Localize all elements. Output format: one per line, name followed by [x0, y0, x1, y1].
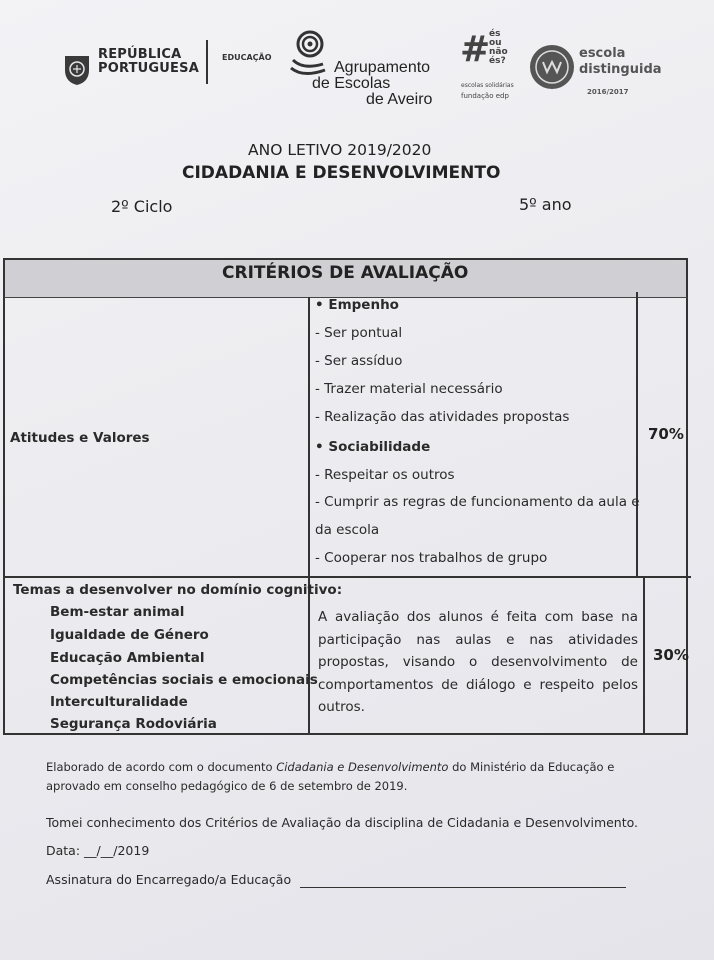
row-divider — [3, 576, 691, 578]
signature-line — [300, 887, 626, 888]
educacao-label: EDUCAÇÃO — [222, 53, 272, 62]
row2-description: A avaliação dos alunos é feita com base na participação nas aulas e nas atividades propostas, visando o desenvolvimento de comportamentos de diálogo e respeito pelos outros. — [318, 609, 638, 715]
list-item: - Realização das atividades propostas — [315, 409, 570, 425]
list-item: - Ser pontual — [315, 325, 403, 341]
republica-portuguesa-logo-text: REPÚBLICA PORTUGUESA — [98, 47, 199, 76]
bullet-icon: • — [315, 297, 329, 313]
row2-label: Temas a desenvolver no domínio cognitivo: — [13, 582, 343, 598]
ciclo-label: 2º Ciclo — [111, 197, 173, 216]
header-divider — [206, 40, 208, 84]
date-field: Data: __/__/2019 — [46, 843, 150, 858]
row1-heading-empenho: • Empenho — [315, 297, 399, 313]
theme-item: Competências sociais e emocionais — [50, 672, 318, 688]
column-divider-2-row2 — [643, 577, 645, 735]
list-item: - Respeitar os outros — [315, 467, 455, 483]
theme-item: Educação Ambiental — [50, 650, 205, 666]
ano-letivo: ANO LETIVO 2019/2020 — [248, 141, 432, 159]
fundacao-edp-text: fundação edp — [461, 92, 509, 100]
escola-distinguida-text: escola distinguida — [579, 46, 662, 77]
row1-percent: 70% — [648, 425, 684, 443]
agrupamento-escolas-aveiro-text: Agrupamento de Escolas de Aveiro — [312, 59, 433, 108]
theme-item: Igualdade de Género — [50, 627, 209, 643]
list-item: - Ser assíduo — [315, 353, 403, 369]
column-divider-1 — [308, 297, 310, 735]
acknowledgement-text: Tomei conhecimento dos Critérios de Avaliação da disciplina de Cidadania e Desenvolvimento. — [46, 815, 639, 830]
ano-label: 5º ano — [519, 195, 572, 214]
list-item: - Cooperar nos trabalhos de grupo — [315, 550, 548, 566]
list-item: - Cumprir as regras de funcionamento da aula e — [315, 494, 640, 510]
row2-percent: 30% — [653, 646, 689, 664]
row1-heading-sociabilidade: • Sociabilidade — [315, 439, 431, 455]
table-title: CRITÉRIOS DE AVALIAÇÃO — [222, 263, 469, 283]
column-divider-2-row1 — [636, 292, 638, 578]
theme-item: Interculturalidade — [50, 694, 188, 710]
escola-distinguida-badge — [528, 32, 576, 102]
bullet-icon: • — [315, 439, 329, 455]
footer-note: Elaborado de acordo com o documento Cidadania e Desenvolvimento do Ministério da Educação e aprovado em conselho pedagógico de 6 de setembro de 2019. — [46, 760, 615, 793]
list-item: - Trazer material necessário — [315, 381, 503, 397]
signature-label: Assinatura do Encarregado/a Educação — [46, 872, 292, 887]
row1-label: Atitudes e Valores — [10, 430, 150, 446]
escolas-solidarias-text: escolas solidárias — [461, 82, 514, 89]
es-ou-nao-es-text: és ou não és? — [489, 29, 508, 66]
hashtag-icon: # — [460, 29, 491, 70]
republica-portuguesa-emblem — [62, 52, 92, 86]
disciplina-title: CIDADANIA E DESENVOLVIMENTO — [182, 163, 501, 183]
list-item: da escola — [315, 522, 380, 538]
theme-item: Bem-estar animal — [50, 604, 185, 620]
escola-distinguida-year: 2016/2017 — [587, 88, 629, 96]
theme-item: Segurança Rodoviária — [50, 716, 217, 732]
